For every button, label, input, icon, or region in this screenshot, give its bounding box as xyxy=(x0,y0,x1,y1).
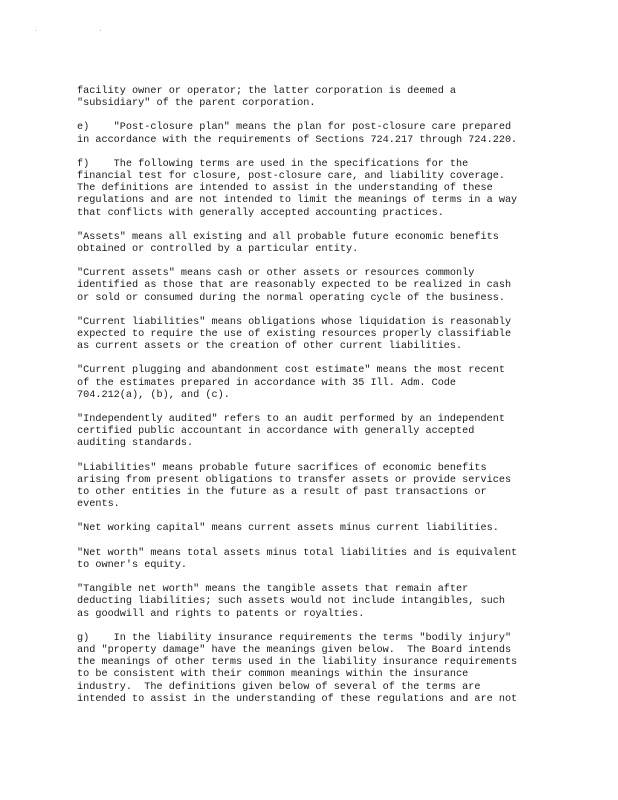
definition-net-worth: "Net worth" means total assets minus total liabilities and is equivalent to owner's equity. xyxy=(77,547,518,571)
document-body xyxy=(77,86,597,718)
paragraph-subsidiary-definition: facility owner or operator; the latter corporation is deemed a "subsidiary" of the parent corporation. xyxy=(77,86,457,110)
definition-plugging-abandonment-estimate: "Current plugging and abandonment cost estimate" means the most recent of the estimates prepared in accordance with 35 Ill. Adm. Code 704.212(a), (b), and (c). xyxy=(77,365,505,401)
scan-corner-marks: . . xyxy=(34,26,131,34)
definition-tangible-net-worth: "Tangible net worth" means the tangible assets that remain after deducting liabilities; such assets would not include intangibles, such as goodwill and rights to patents or royalties. xyxy=(77,584,505,620)
paragraph-e-post-closure-plan: e) "Post-closure plan" means the plan for post-closure care prepared in accordance with the requirements of Sections 724.217 through 724.220. xyxy=(77,122,518,146)
definition-current-assets: "Current assets" means cash or other assets or resources commonly identified as those that are reasonably expected to be realized in cash or sold or consumed during the normal operating cycle of the business. xyxy=(77,268,512,304)
definition-current-liabilities: "Current liabilities" means obligations whose liquidation is reasonably expected to require the use of existing resources properly classifiable as current assets or the creation of other current liabilities. xyxy=(77,316,512,353)
definition-independently-audited: "Independently audited" refers to an audit performed by an independent certified public accountant in accordance with generally accepted auditing standards. xyxy=(77,414,505,450)
definition-net-working-capital: "Net working capital" means current assets minus current liabilities. xyxy=(77,523,499,535)
paragraph-f-financial-test-terms: f) The following terms are used in the specifications for the financial test for closure, post-closure care, and liability coverage. The definitions are intended to assist in the understanding of these regulations and are not intended to limit the meanings of terms in a way that conflicts with generally accepted accounting practices. xyxy=(77,158,518,219)
paragraph-g-liability-insurance-terms: g) In the liability insurance requirements the terms "bodily injury" and "property damage" have the meanings given below. The Board intends the meanings of other terms used in the liability insurance requirements to be consistent with their common meanings within the insurance industry. The definitions given below of several of the terms are intended to assist in the understanding of these regulations and are not xyxy=(77,632,518,705)
definition-assets: "Assets" means all existing and all probable future economic benefits obtained or controlled by a particular entity. xyxy=(77,231,499,256)
definition-liabilities: "Liabilities" means probable future sacrifices of economic benefits arising from present obligations to transfer assets or provide services to other entities in the future as a result of past transactions or events. xyxy=(77,462,512,511)
